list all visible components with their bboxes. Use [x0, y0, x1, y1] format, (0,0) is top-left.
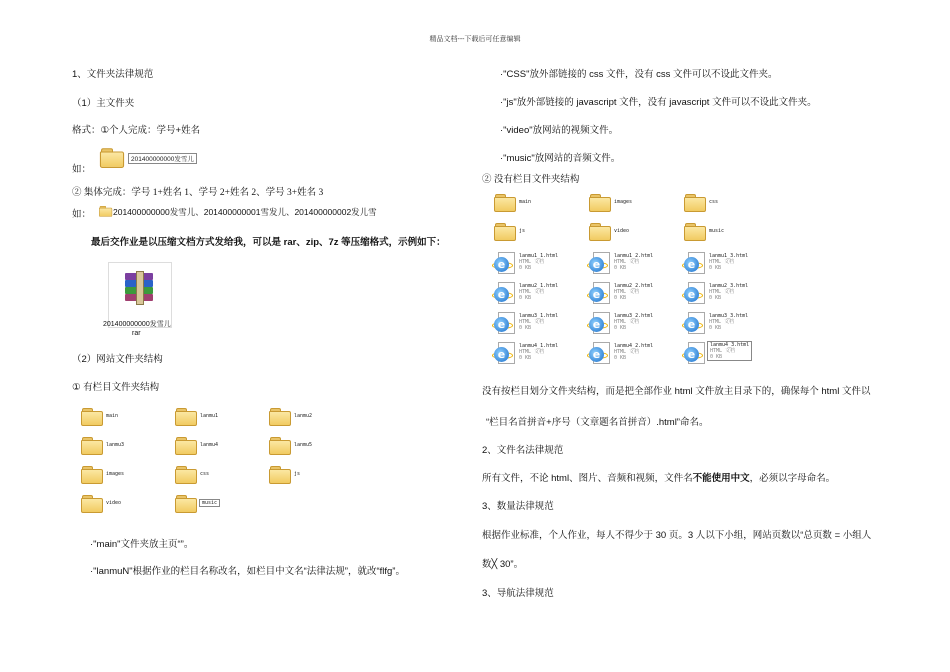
- folder-icon: [81, 495, 103, 512]
- format-line: 格式：①个人完成：学号+姓名: [72, 125, 201, 136]
- submit-note: 最后交作业是以压缩文档方式发给我，可以是 rar、zip、7z 等压缩格式，示例如下：: [91, 237, 446, 248]
- rar-file-ext: rar: [132, 330, 141, 337]
- folder-label: main: [106, 413, 119, 419]
- group-format-line: ② 集体完成：学号 1+姓名 1、学号 2+姓名 2、学号 3+姓名 3: [72, 188, 324, 198]
- folder-icon: [494, 194, 516, 211]
- subsection-main-folder: （1）主文件夹: [72, 98, 135, 109]
- folder-icon: [684, 194, 706, 211]
- ie-html-icon: e: [684, 342, 706, 364]
- folder-label: images: [106, 471, 125, 477]
- folder-label: music: [199, 499, 220, 507]
- html-file-item: lanmu2_2.html HTML 文档 0 KB: [614, 283, 654, 301]
- folder-label: lanmu2: [294, 413, 313, 419]
- section-2-bold: 不能使用中文: [692, 473, 750, 484]
- folder-label: main: [519, 199, 532, 205]
- html-file-item: lanmu2_1.html HTML 文档 0 KB: [519, 283, 559, 301]
- html-file-item-selected: lanmu4_3.html HTML 文档 0 KB: [707, 341, 752, 361]
- html-file-item: lanmu4_1.html HTML 文档 0 KB: [519, 343, 559, 361]
- html-file-item: lanmu2_3.html HTML 文档 0 KB: [709, 283, 749, 301]
- section-3-body: 根据作业标准，个人作业，每人不得少于 30 页。3 人以下小组，网站页数以“总页数 = 小组人: [482, 530, 872, 541]
- folder-icon: [99, 206, 112, 216]
- section-4-title: 3、导航法律规范: [482, 588, 554, 599]
- section-2-title: 2、文件名法律规范: [482, 445, 564, 456]
- ie-html-icon: e: [494, 342, 516, 364]
- section-3-body-cont: 数╳ 30”。: [482, 559, 524, 570]
- example-label-1: 如：: [72, 164, 92, 175]
- folder-icon: [175, 466, 197, 483]
- html-file-item: lanmu1_3.html HTML 文档 0 KB: [709, 253, 749, 271]
- folder-icon: [175, 408, 197, 425]
- section-3-title: 3、数量法律规范: [482, 501, 554, 512]
- note-css-folder: ·"CSS"放外部链接的 css 文件，没有 css 文件可以不设此文件夹。: [500, 69, 778, 80]
- ie-html-icon: e: [494, 282, 516, 304]
- section-2-text-b: ，必须以字母命名。: [749, 473, 836, 484]
- note-music-folder: ·"music"放网站的音频文件。: [500, 153, 621, 164]
- folder-icon: [81, 437, 103, 454]
- ie-html-icon: e: [494, 312, 516, 334]
- html-file-item: lanmu3_3.html HTML 文档 0 KB: [709, 313, 749, 331]
- folder-icon: [269, 437, 291, 454]
- html-file-item: lanmu1_2.html HTML 文档 0 KB: [614, 253, 654, 271]
- note-js-folder: ·"js"放外部链接的 javascript 文件，没有 javascript 文件可以不设此文件夹。: [500, 97, 817, 108]
- rar-file-name: 201400000000发雪儿: [103, 321, 171, 328]
- folder-label: lanmu5: [294, 442, 313, 448]
- folder-icon: [175, 437, 197, 454]
- folder-name-individual: 201400000000发雪儿: [128, 153, 197, 164]
- folder-label: css: [200, 471, 210, 477]
- rar-archive-icon: [125, 273, 153, 303]
- paragraph-no-column: 没有按栏目划分文件夹结构，而是把全部作业 html 文件放主目录下的，确保每个 html 文件以: [482, 386, 871, 397]
- folder-label: lanmu1: [200, 413, 219, 419]
- with-column-structure-title: ① 有栏目文件夹结构: [72, 382, 160, 393]
- folder-icon: [100, 148, 124, 167]
- folder-label: video: [614, 228, 630, 234]
- folder-label: js: [519, 228, 526, 234]
- folder-label: js: [294, 471, 301, 477]
- folder-icon: [269, 466, 291, 483]
- folder-label: lanmu4: [200, 442, 219, 448]
- folder-label: music: [709, 228, 725, 234]
- no-column-structure-title: ② 没有栏目文件夹结构: [482, 175, 580, 185]
- note-video-folder: ·"video"放网站的视频文件。: [500, 125, 619, 136]
- ie-html-icon: e: [589, 282, 611, 304]
- folder-label: lanmu3: [106, 442, 125, 448]
- section-2-text-a: 所有文件，不论 html、图片、音频和视频，文件名: [482, 473, 693, 484]
- folder-icon: [175, 495, 197, 512]
- folder-icon: [589, 194, 611, 211]
- folder-icon: [684, 223, 706, 240]
- html-file-item: lanmu3_2.html HTML 文档 0 KB: [614, 313, 654, 331]
- ie-html-icon: e: [684, 282, 706, 304]
- ie-html-icon: e: [589, 312, 611, 334]
- section-1-title: 1、文件夹法律规范: [72, 69, 154, 80]
- note-main-folder: ·"main"文件夹放主页“”。: [90, 539, 194, 550]
- example-label-2: 如：: [72, 209, 92, 220]
- folder-icon: [81, 466, 103, 483]
- page-header: 精品文档---下载后可任意编辑: [429, 36, 521, 43]
- folder-icon: [589, 223, 611, 240]
- paragraph-no-column-naming: “栏目名首拼音+序号（文章题名首拼音）.html”命名。: [486, 417, 709, 428]
- ie-html-icon: e: [589, 252, 611, 274]
- folder-label: css: [709, 199, 719, 205]
- folder-name-group: 201400000000发雪儿、201400000001雪发儿、201400000002发儿雪: [113, 207, 377, 217]
- ie-html-icon: e: [589, 342, 611, 364]
- folder-icon: [494, 223, 516, 240]
- ie-html-icon: e: [684, 312, 706, 334]
- note-lanmu-folder: ·"lanmuN"根据作业的栏目名称改名，如栏目中文名“法律法规”，就改“flfg”。: [90, 566, 405, 577]
- html-file-item: lanmu3_1.html HTML 文档 0 KB: [519, 313, 559, 331]
- section-2-body: [482, 473, 835, 485]
- ie-html-icon: e: [684, 252, 706, 274]
- html-file-item: lanmu4_2.html HTML 文档 0 KB: [614, 343, 654, 361]
- folder-icon: [81, 408, 103, 425]
- ie-html-icon: e: [494, 252, 516, 274]
- html-file-item: lanmu1_1.html HTML 文档 0 KB: [519, 253, 559, 271]
- folder-label: video: [106, 500, 122, 506]
- folder-icon: [269, 408, 291, 425]
- subsection-site-structure: （2）网站文件夹结构: [72, 354, 163, 365]
- folder-label: images: [614, 199, 633, 205]
